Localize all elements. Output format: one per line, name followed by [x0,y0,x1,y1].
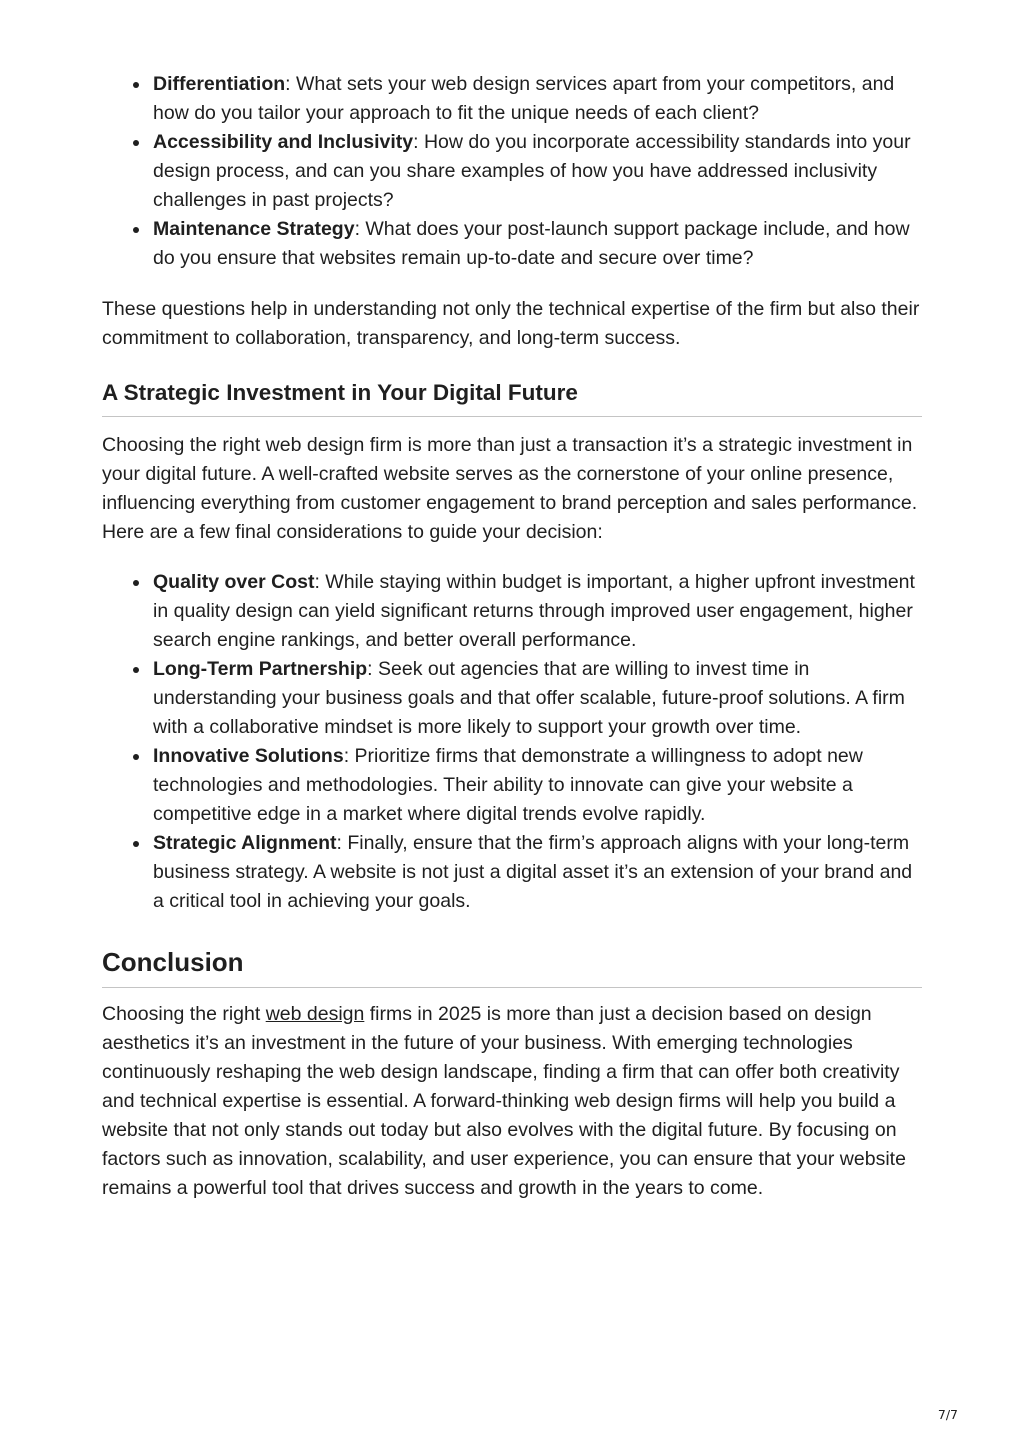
list-item-text: : How do you incorporate accessibility standards into your design process, and can you share examples of how you have addressed inclusivity challenges in past projects? [153,131,911,211]
list-item-text: : Finally, ensure that the firm’s approach aligns with your long-term business strategy. A website is not just a digital asset it’s an extension of your brand and a critical tool in achieving your goals. [153,832,913,912]
list-item [153,128,922,215]
list-item-term: Differentiation [153,73,286,95]
list-item-term: Strategic Alignment [153,832,337,854]
list-item-term: Quality over Cost [153,571,315,593]
list-item-text: : Seek out agencies that are willing to invest time in understanding your business goals and that offer scalable, future-proof solutions. A firm with a collaborative mindset is more likely to support your growth over time. [153,658,905,738]
strategic-intro-paragraph: Choosing the right web design firm is more than just a transaction it’s a strategic investment in your digital future. A well-crafted website serves as the cornerstone of your online presence, influencing everything from customer engagement to brand perception and sales performance. Here are a few final considerations to guide your decision: [102,434,918,543]
list-item [153,742,922,829]
web-design-link[interactable]: web design [265,1003,365,1025]
conclusion-paragraph [102,1000,922,1203]
questions-list [102,70,922,273]
document-page [102,70,922,1203]
list-item-term: Maintenance Strategy [153,218,355,240]
list-item [153,568,922,655]
bullet-icon [133,82,139,88]
page-number: 7/7 [937,1407,958,1422]
list-item-text: : What does your post-launch support package include, and how do you ensure that websites remain up-to-date and secure over time? [153,218,910,269]
list-item-term: Long-Term Partnership [153,658,368,680]
bullet-icon [133,140,139,146]
list-item-text: : What sets your web design services apart from your competitors, and how do you tailor your approach to fit the unique needs of each client? [153,73,895,124]
bullet-icon [133,754,139,760]
section-heading-conclusion: Conclusion [102,945,922,988]
list-item [153,215,922,273]
bullet-icon [133,667,139,673]
conclusion-text-end: firms in 2025 is more than just a decision based on design aesthetics it’s an investment in the future of your business. With emerging technologies continuously reshaping the web design landscape, finding a firm that can offer both creativity and technical expertise is essential. A forward-thinking web design firms will help you build a website that not only stands out today but also evolves with the digital future. By focusing on factors such as innovation, scalability, and user experience, you can ensure that your website remains a powerful tool that drives success and growth in the years to come. [102,1003,906,1199]
bullet-icon [133,580,139,586]
bullet-icon [133,841,139,847]
list-item [153,70,922,128]
list-item-term: Innovative Solutions [153,745,344,767]
list-item [153,829,922,916]
section-heading-strategic: A Strategic Investment in Your Digital Future [102,378,922,417]
list-item [153,655,922,742]
bullet-icon [133,227,139,233]
list-item-text: : While staying within budget is important, a higher upfront investment in quality design can yield significant returns through improved user engagement, higher search engine rankings, and better overall performance. [153,571,915,651]
conclusion-text-start: Choosing the right [102,1003,266,1025]
list-item-term: Accessibility and Inclusivity [153,131,414,153]
summary-paragraph: These questions help in understanding not only the technical expertise of the firm but also their commitment to collaboration, transparency, and long-term success. [102,298,920,349]
considerations-list [102,568,922,916]
list-item-text: : Prioritize firms that demonstrate a willingness to adopt new technologies and methodologies. Their ability to innovate can give your website a competitive edge in a market where digital trends evolve rapidly. [153,745,863,825]
